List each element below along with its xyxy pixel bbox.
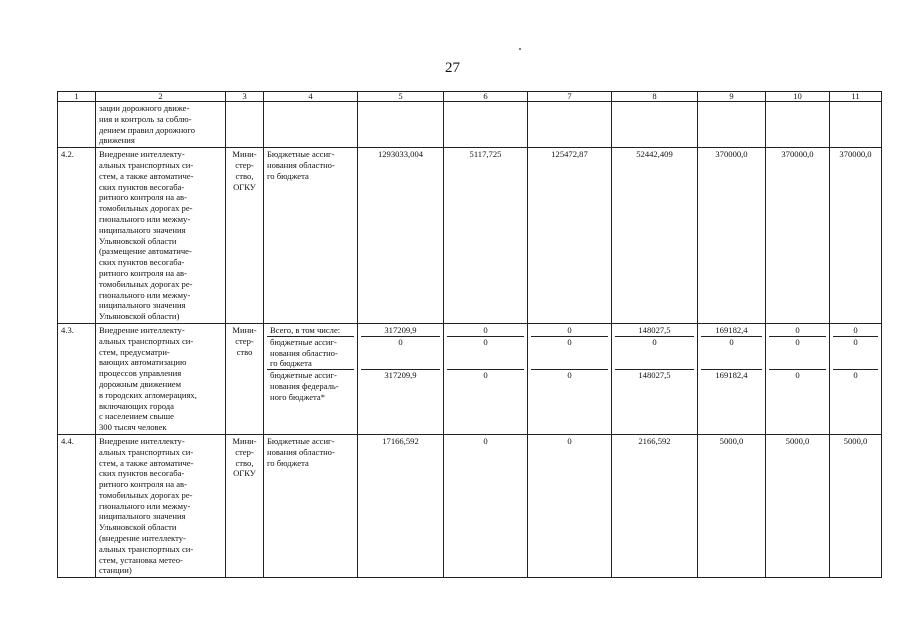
row-funding-source: Бюджетные ассиг- нования областно- го бюджета [264, 148, 358, 324]
column-header: 1 [58, 92, 96, 102]
column-header: 8 [612, 92, 698, 102]
value-cell: 2166,592 [612, 434, 698, 577]
column-header: 11 [830, 92, 882, 102]
row-funding-source [264, 102, 358, 148]
value-cell: 5000,0 [766, 434, 830, 577]
value-cell: 0 [444, 434, 528, 577]
value-cell: 5000,0 [698, 434, 766, 577]
value-cell [612, 102, 698, 148]
table-row [58, 102, 882, 148]
value-cell: 370000,0 [698, 148, 766, 324]
row-description: Внедрение интеллекту- альных транспортных си- стем, предусматри- вающих автоматизацию процессов управления дорожным движением в городских агломерациях, включающих города с населением свыше 300 тысяч человек [96, 323, 226, 434]
table-row [58, 434, 882, 577]
table-row [58, 148, 882, 324]
row-funding-source: Бюджетные ассиг- нования областно- го бюджета [264, 434, 358, 577]
column-header: 5 [358, 92, 444, 102]
row-index [58, 102, 96, 148]
row-description: Внедрение интеллекту- альных транспортных си- стем, а также автоматиче- ских пунктов весогаба- ритного контроля на ав- томобильных дорогах ре- гионального или межму- ниципального значения Ульяновской области (размещение автоматиче- ских пунктов весогаба- ритного контроля на ав- томобильных дорогах ре- гионального или межму- ниципального значения Ульяновской области) [96, 148, 226, 324]
row-executor: Мини- стер- ство [226, 323, 264, 434]
column-header: 9 [698, 92, 766, 102]
row-executor: Мини- стер- ство, ОГКУ [226, 148, 264, 324]
value-cell [830, 102, 882, 148]
column-header: 4 [264, 92, 358, 102]
value-cell: 370000,0 [766, 148, 830, 324]
row-description: Внедрение интеллекту- альных транспортных си- стем, а также автоматиче- ских пунктов весогаба- ритного контроля на ав- томобильных дорогах ре- гионального или межму- ниципального значения Ульяновской области (внедрение интеллекту- альных транспортных си- стем, установка метео- станции) [96, 434, 226, 577]
row-executor: Мини- стер- ство, ОГКУ [226, 434, 264, 577]
scan-speck [519, 48, 521, 50]
value-cell [358, 102, 444, 148]
value-cell: 0 0 0 [830, 323, 882, 434]
row-index: 4.2. [58, 148, 96, 324]
value-cell [528, 102, 612, 148]
row-index: 4.3. [58, 323, 96, 434]
page-number: 27 [445, 60, 460, 76]
value-cell: 17166,592 [358, 434, 444, 577]
table-row [58, 323, 882, 434]
budget-table [57, 91, 882, 578]
row-funding-source: Всего, в том числе: бюджетные ассиг- нования областно- го бюджета бюджетные ассиг- нования федераль- ного бюджета* [264, 323, 358, 434]
table-header-row [58, 92, 882, 102]
column-header: 3 [226, 92, 264, 102]
row-executor [226, 102, 264, 148]
value-cell: 125472,87 [528, 148, 612, 324]
value-cell: 0 [528, 434, 612, 577]
column-header: 2 [96, 92, 226, 102]
row-description: зации дорожного движе- ния и контроль за соблю- дением правил дорожного движения [96, 102, 226, 148]
value-cell: 169182,4 0 169182,4 [698, 323, 766, 434]
value-cell: 1293033,004 [358, 148, 444, 324]
value-cell [444, 102, 528, 148]
value-cell: 5000,0 [830, 434, 882, 577]
column-header: 6 [444, 92, 528, 102]
value-cell: 52442,409 [612, 148, 698, 324]
value-cell: 317209,9 0 317209,9 [358, 323, 444, 434]
value-cell: 0 0 0 [528, 323, 612, 434]
column-header: 10 [766, 92, 830, 102]
value-cell: 0 0 0 [766, 323, 830, 434]
row-index: 4.4. [58, 434, 96, 577]
column-header: 7 [528, 92, 612, 102]
value-cell: 370000,0 [830, 148, 882, 324]
value-cell [766, 102, 830, 148]
value-cell: 0 0 0 [444, 323, 528, 434]
value-cell [698, 102, 766, 148]
value-cell: 5117,725 [444, 148, 528, 324]
value-cell: 148027,5 0 148027,5 [612, 323, 698, 434]
